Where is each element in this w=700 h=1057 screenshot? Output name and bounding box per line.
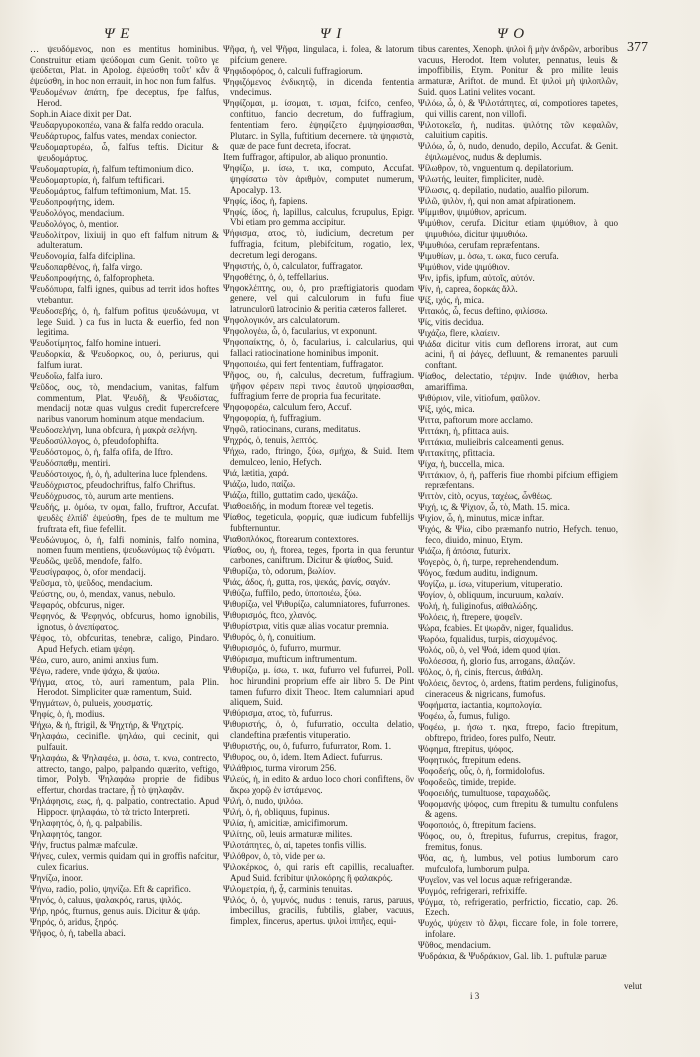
dictionary-entry: Ψιλομετρία, ἡ, ᾆ, carminis tenuitas.: [223, 883, 353, 894]
dictionary-entry: Ψιλοτοκεῖα, ἡ, nuditas. ψιλότης τῶν κεφαλῶν, caluitium capitis.: [418, 119, 618, 141]
dictionary-entry: Ψευδοτίμητος, falfo homine intueri.: [30, 338, 161, 349]
dictionary-entry: Ψιχός, & Ψίω, cibo præmanfo nutrio, Hefych. tenuo, feco, diuido, minuo, Etym.: [418, 524, 618, 546]
dictionary-entry: Ψευδοπροφήτης, idem.: [30, 196, 115, 207]
dictionary-entry: Ψοφέω, ὦ, fumus, fuligo.: [418, 710, 511, 721]
dictionary-entry: Ψευδοσεβής, ὁ, ἡ, falfum pofitus ψευδώνυμα, vt lege Suid. ) ca fus in lucta & euerfio, fed non legitima.: [30, 305, 219, 338]
dictionary-entry: Ψηνός, ὁ, caluus, ψαλακρός, rarus, ψιλός.: [30, 894, 183, 905]
dictionary-entry: Ψίαθος, delectatio, τέρψιν. Inde ψιάθιον, herba amariffima.: [418, 371, 618, 392]
dictionary-entry: Item fuffragor, aftipulor, ab aliquo pronuntio.: [223, 152, 388, 163]
dictionary-entry: Ψευδονομία, falfa difciplina.: [30, 251, 136, 262]
dictionary-entry: Ψευδαργυροκοπέω, vana & falfa reddo oracula.: [30, 119, 204, 130]
dictionary-entry: Ψηφίζω, μ. ίσω, τ. ικα, computo, Accufat. ψηφίσατω τὸν ἀριθμὸν, computet numerum, Apocalyp. 13.: [223, 163, 414, 195]
dictionary-entry: Ψευδομαρτυρία, ἡ, falfum teftimonium dico.: [30, 163, 194, 174]
dictionary-entry: Ψιλόω, ὦ, ὁ, & Ψιλοτάπητες, αἱ, compotiores tapetes, qui villis carent, non villofi.: [418, 97, 618, 119]
dictionary-entry: Ψηφοφορία, ἡ, fuffragium.: [223, 413, 322, 424]
dictionary-entry: Ψηφοποιέω, qui fert fententiam, fuffragator.: [223, 358, 384, 369]
dictionary-entry: tibus carentes, Xenoph. ψιλοὶ ἢ μὴν ἀνδρῶν, arboribus vacuus, Herodot. Item voluter, pennatus, leuis & impoffibilis, Etym. Ponitur & pro milite leuis armaturæ, Ariftot. de mund. Et ψιλοὶ μὴ ψιλοπλῶν, Suid. quos Latini velites vocant.: [418, 44, 618, 97]
dictionary-entry: Ψίξ, ιχός, mica.: [418, 403, 475, 414]
dictionary-entry: Ψῆφος, ου, ἡ, calculus, decretum, fuffragium. ψῆφον φέρειν περὶ τινος ἑαυτοῦ ψηφίσασθαι, fuffragium ferre de propria fua fecuritate.: [223, 369, 414, 402]
dictionary-entry: Ψιλή, ὁ, nudo, ψιλόω.: [223, 795, 303, 806]
dictionary-entry: Ψιλία, ἡ, amicitiæ, amicifimorum.: [223, 817, 348, 828]
dictionary-entry: Ψηφιδοφόρος, ὁ, calculi fuffragiorum.: [223, 65, 363, 76]
dictionary-entry: Ψιμύθιον, vide ψιμύθιον.: [418, 261, 510, 272]
column-left: [30, 44, 219, 1032]
dictionary-entry: Ψόφος, ου, ὁ, ftrepitus, fufurrus, crepitus, fragor, fremitus, fonus.: [418, 831, 618, 852]
dictionary-entry: Ψιλόω, ὦ, ὁ, nudo, denudo, depilo, Accufat. & Genit. ἐψιλωμένος, nudus & deplumis.: [418, 141, 618, 162]
dictionary-entry: Soph.in Aiace dixit per Dat.: [30, 108, 132, 119]
dictionary-entry: Ψόα, ας, ἡ, lumbus, vel potius lumborum caro mufculofa, lumborum pulpa.: [418, 852, 618, 874]
dictionary-entry: Ψιλάθριος, turma virorum 256.: [223, 763, 337, 774]
dictionary-entry: Ψηφιστής, ὁ, ὁ, calculator, fuffragator.: [223, 260, 363, 271]
dictionary-entry: Ψηφοφορέω, calculum fero, Accuf.: [223, 402, 352, 413]
dictionary-entry: Ψῆφος, ὁ, ἡ, tabella abaci.: [30, 927, 126, 938]
dictionary-entry: Ψηχρός, ὁ, tenuis, λεπτός.: [223, 435, 318, 446]
running-head-center: Ψ I: [320, 26, 343, 42]
dictionary-entry: Ψιμυθίων, μ. ὀσω, τ. ωκα, fuco cerufa.: [418, 250, 559, 261]
running-head-right: Ψ O: [497, 26, 526, 42]
dictionary-entry: Ψηρός, ὁ, aridus, ξηρός.: [30, 916, 119, 927]
dictionary-entry: Ψοφέω, μ. ήσω τ. ηκα, ftrepo, facio ftrepitum, obftrepo, ftrideo, fores pulfo, Neutr.: [418, 721, 618, 743]
dictionary-entry: Ψευδοσύλλογος, ὁ, pfeudofophifta.: [30, 436, 159, 447]
dictionary-entry: Ψοφήματα, iactantia, κομπολογία.: [418, 699, 543, 710]
dictionary-entry: Ψύγμα, τὸ, refrigeratio, perfrictio, ficcatio, cap. 26. Ezech.: [418, 896, 618, 918]
dictionary-entry: Ψιθυρίζω, vel Ψιθυρίζω, calumniatores, fufurrones.: [223, 599, 411, 610]
dictionary-entry: Ψιλόθρον, ὁ, τὸ, vide per ω.: [223, 850, 326, 861]
dictionary-entry: Ψηφοθέτης, ὁ, ὁ, teffellarius.: [223, 271, 329, 282]
dictionary-entry: Ψήρ, ηρός, fturnus, genus auis. Dicitur & ψάρ.: [30, 905, 201, 916]
dictionary-entry: Ψευδοΐω, falfa iuro.: [30, 371, 103, 382]
dictionary-entry: Ψιθυρίζω, μ. ίσω, τ. ικα, fufurro vel fufurrei, Poll. hoc hirundini proprium effe air libro 5. De Pint tamen fufurro dixit Theoc. Item calumniari apud aliquem, Suid.: [223, 665, 414, 708]
dictionary-entry: Ψευδῶς, ψεῦδ, mendofe, falfo.: [30, 556, 143, 567]
dictionary-entry: Ψοφοποιός, ὁ, ftrepitum faciens.: [418, 820, 536, 831]
dictionary-entry: Ψιθύζω, fuffilo, pedo, ὑποποιέω, ξύω.: [223, 588, 362, 599]
dictionary-entry: Ψιμυθιόω, cerufam repræfentans.: [418, 239, 540, 250]
dictionary-entry: Ψευδώνυμος, ὁ, ἡ, falfi nominis, falfo nomina, nomen fuum mentiens, ψευδωνύμως τῷ ἐνόματι.: [30, 534, 219, 556]
dictionary-entry: Ψήνες, culex, vermis quidam qui in groffis nafcitur, culex ficarius.: [30, 850, 219, 872]
dictionary-entry: Ψίχα, ἡ, buccella, mica.: [418, 458, 505, 469]
dictionary-entry: Ψήφισμα, ατος, τὸ, iudicium, decretum per fuffragia, fcitum, plebifcitum, rogatio, lex, decretum legi derogans.: [223, 228, 414, 260]
catchword: velut: [624, 981, 642, 991]
dictionary-entry: Ψιλῶ, ψιλὸν, ἡ, qui non amat afpirationem.: [418, 195, 576, 206]
dictionary-entry: Ψευδομένων ἀπάτη, fpe deceptus, fpe falfus, Herod.: [30, 87, 219, 108]
dictionary-entry: Ψευδολόγος, ὁ, mentior.: [30, 218, 119, 229]
dictionary-entry: Ψευδοπαρθένος, ἡ, falfa virgo.: [30, 262, 143, 273]
dictionary-entry: Ψοφοδεής, οὖς, ὁ, ἡ, formidolofus.: [418, 765, 545, 776]
dictionary-entry: Ψοφητικός, ftrepitum edens.: [418, 754, 521, 765]
dictionary-entry: Ψηφίς, ὁ, ἡ, modius.: [30, 709, 105, 720]
dictionary-entry: Ψιττάκη, ἡ, pfittaca auis.: [418, 425, 509, 436]
dictionary-entry: Ψευδόχριστος, pfeudochriftus, falfo Chriftus.: [30, 480, 196, 491]
dictionary-entry: Ψιθύρισμα, ατος, τὸ, fufurrus.: [223, 708, 333, 719]
dictionary-entry: Ψιάδα dicitur vitis cum deflorens irrorat, aut cum acini, ἢ αἱ ῥάγες, defluunt, & remanentes paruuli conftant.: [418, 338, 618, 371]
dictionary-entry: Ψιττάκιον, ὁ, ἡ, pafferis fiue rhombi pifcium effigiem repræfentans.: [418, 469, 618, 491]
dictionary-entry: Ψυγεῖον, vas vel locus aquæ refrigerandæ.: [418, 874, 572, 885]
dictionary-entry: Ψήχω, rado, ftringo, ξύω, σμήχω, & Suid. Item demulceo, lenio, Hefych.: [223, 446, 414, 467]
dictionary-entry: Ψῆφα, ἡ, vel Ψῆφα, lingulaca, i. folea, & latorum pifcium genere.: [223, 44, 414, 65]
dictionary-entry: Ψευδολίτρον, lixiuij in quo eft falfum nitrum & adulteratum.: [30, 229, 219, 251]
dictionary-entry: Ψοφοδεῶς, timide, trepide.: [418, 776, 517, 787]
dictionary-entry: Ψιθύριον, vile, vitiofum, φαῦλον.: [418, 392, 541, 403]
dictionary-entry: Ψολόεσσα, ἡ, glorio fus, arrogans, ἀλαζών.: [418, 656, 576, 667]
dictionary-entry: Ψολόεις, ἡ, ftrepere, ψοφεῖν.: [418, 612, 523, 623]
dictionary-entry: Ψολός, οῦ, ὁ, vel Ψοά, idem quod ψίαι.: [418, 645, 561, 656]
dictionary-entry: Ψιττακίτης, pfittacia.: [418, 447, 495, 458]
dictionary-entry: Ψιτακός, ὦ, fecus deftino, φιλίσσω.: [418, 305, 548, 316]
dictionary-entry: Ψευδάρτυρος, falfus vates, mendax coniector.: [30, 130, 197, 141]
dictionary-entry: Ψιχή, ις, & Ψίχιον, ὦ, τὸ, Math. 15. mica.: [418, 502, 570, 513]
dictionary-entry: Ψιθυρίζω, τὸ, odorum, βωλίον.: [223, 566, 336, 577]
dictionary-entry: Ψευδόπυρα, falfi ignes, quibus ad territ idos hoftes vtebantur.: [30, 284, 219, 305]
page-number: 377: [627, 40, 648, 55]
dictionary-entry: Ψιθυρισμός, ὁ, fufurro, murmur.: [223, 643, 341, 654]
dictionary-entry: Ψυδράκια, & Ψυδράκιον, Gal. lib. 1. puftulæ paruæ: [418, 951, 607, 962]
dictionary-entry: Ψιάζω, ludo, παίζω.: [223, 478, 296, 489]
dictionary-entry: Ψιθύρισμα, mufticum inftrumentum.: [223, 654, 357, 665]
dictionary-entry: Ψηγμάτων, ὁ, pulueis, χουσματίς.: [30, 698, 153, 709]
dictionary-entry: Ψιθυρίστρια, vitis quæ alias vocatur premnia.: [223, 621, 389, 632]
dictionary-entry: Ψευδομαρτυρία, ἡ, falfum teftificari.: [30, 174, 165, 185]
dictionary-entry: Ψευδομαρτυρέω, ὦ, falfus teftis. Dicitur & ψευδομάρτυς.: [30, 141, 219, 163]
dictionary-entry: Ψυχός, ψύχειν τὸ ἄλφι, ficcare fole, in fole torrere, infolare.: [418, 918, 618, 940]
paper-stain: [620, 380, 680, 640]
dictionary-entry: Ψιλίτης, οῦ, leuis armaturæ milites.: [223, 828, 353, 839]
dictionary-entry: Ψοφοειδής, tumultuose, ταραχωδῶς.: [418, 787, 551, 798]
dictionary-entry: Ψιττάκια, mulieibris calceamenti genus.: [418, 436, 564, 447]
dictionary-entry: Ψηφοπαίκτης, ὁ, ὁ, facularius, i. calcularius, qui fallaci ratiocinatione hominibus imponit.: [223, 337, 414, 358]
dictionary-entry: Ψιλός, ὁ, ὁ, γυμνός, nudus : tenuis, rarus, paruus, imbecillus, gracilis, fubtilis, glaber, vacuus, fimplex, fincerus, apertus. ψιλοὶ ἱππῆες, equi-: [223, 894, 414, 926]
dictionary-entry: Ψευδόχρυσος, τὸ, aurum arte mentiens.: [30, 491, 174, 502]
dictionary-entry: Ψιλοτάπητες, ὁ, αἱ, tapetes tonfis villis.: [223, 839, 367, 850]
dictionary-entry: Ψευδόστοιχος, ἡ, ὁ, ἡ, adulterina luce fplendens.: [30, 469, 208, 480]
dictionary-entry: Ψίμμιθον, ψιμύθιον, apricum.: [418, 206, 527, 217]
signature-mark: i 3: [470, 991, 480, 1001]
dictionary-entry: Ψόφημα, ftrepitus, ψόφος.: [418, 743, 514, 754]
dictionary-entry: Ψωρόω, fqualidus, turpis, αἰσχυμένος.: [418, 634, 558, 645]
dictionary-entry: Ψηφίς, ίδος, ἡ, lapillus, calculus, fcrupulus, Epigr. Vbi etiam pro gemma accipitur.: [223, 206, 414, 228]
dictionary-entry: Ψέγω, radere, vnde ψάχω, & ψαύω.: [30, 665, 160, 676]
dictionary-entry: Ψιν, ipfis, ipfum, αὐτοῖς, αὐτόν.: [418, 272, 535, 283]
dictionary-entry: Ψιλωτής, leuiter, fimpliciter, nudè.: [418, 173, 545, 184]
dictionary-entry: Ψήχω, & ἡ, ftrigil, & Ψηχτήρ, & Ψηχτρίς.: [30, 720, 184, 731]
dictionary-entry: Ψίς, vitis decidua.: [418, 316, 484, 327]
dictionary-entry: Ψίαθος, tegeticula, φορμίς, quæ iudicum fubfellijs fubfternuntur.: [223, 511, 414, 533]
dictionary-entry: Ψευδορκία, & Ψευδορκος, ου, ὁ, periurus, qui falfum iurat.: [30, 349, 219, 371]
dictionary-entry: Ψιμύθιον, cerufa. Dicitur etiam ψιμύθιον, à quo ψιμυθιόω, dicitur ψιμυθιόω.: [418, 217, 618, 239]
dictionary-entry: Ψηφίζομαι, μ. ίσομαι, τ. ισμαι, fcifco, cenfeo, conftituo, fancio decretum, do fuffragium, fententiam fero. ἐψηφίζετο ἐμψηφίσασθαι, Plutarc. in Sylla, fuftitium decernere. τὰ ψηφιστὰ, quæ de pace funt decreta, ifocrat.: [223, 98, 414, 152]
dictionary-entry: Ψολόεις, ὄεντος, ὁ, ardens, ftatim perdens, fuliginofus, cineraceus & nigricans, fumofus.: [418, 678, 618, 699]
dictionary-entry: Ψιττὸν, citò, ocyus, ταχέως, ὦνθέως.: [418, 491, 553, 502]
dictionary-entry: Ψοφομανής ψόφος, cum ftrepitu & tumultu confulens & agens.: [418, 798, 618, 820]
dictionary-entry: Ψευδομάρτυς, falfum teftimonium, Mat. 15.: [30, 185, 191, 196]
dictionary-entry: Ψόλος, ὁ, ἡ, cinis, ftercus, ἀιθάλη.: [418, 667, 543, 678]
dictionary-entry: Ψευδοσελήνη, luna obfcura, ἡ μακρὰ σελήνη.: [30, 425, 198, 436]
dictionary-entry: Ψεῦσμα, τὸ, ψεῦδος, mendacium.: [30, 578, 153, 589]
dictionary-entry: Ψιθυριστής, ου, ὁ, fufurro, fufurrator, Rom. 1.: [223, 741, 392, 752]
running-head-left: Ψ E: [104, 26, 131, 42]
dictionary-entry: Ψιχάζω, flere, κλαίειν.: [418, 327, 500, 338]
dictionary-entry: Ψηφίς, ίδος, ἡ, fapiens.: [223, 195, 308, 206]
dictionary-entry: Ψηφῶ, ratiocinans, curans, meditatus.: [223, 424, 361, 435]
dictionary-entry: Ψίλωθρον, τὸ, vnguentum q. depilatorium.: [418, 162, 574, 173]
dictionary-entry: Ψιθυρος, ου, ὁ, idem. Item Adiect. fufurrus.: [223, 752, 383, 763]
dictionary-entry: Ψήνω, radio, polio, ψηνίζω. Eft & caprifico.: [30, 883, 191, 894]
dictionary-entry: Ψεῦδος, ους, τὸ, mendacium, vanitas, falfum commentum, Plat. Ψευδῆ, & Ψευδίστας, mendacij notæ quas vulgus credit fupercrefcere naribus vanorum hominum atque mendacium.: [30, 382, 219, 425]
dictionary-entry: Ψολή, ἡ, fuliginofus, αἰθαλώδης.: [418, 601, 538, 612]
dictionary-entry: Ψιαθοειδής, in modum ftoreæ vel tegetis.: [223, 500, 374, 511]
column-middle: [223, 44, 414, 1024]
dictionary-entry: Ψηλαφάω, cecinifle. ψηλάω, qui cecinit, qui pulfauit.: [30, 731, 219, 753]
dictionary-entry: Ψηλαφάω, & Ψηλαφέω, μ. ὁσω, τ. κνω, contrecto, attrecto, tango, palpo, palpando quærito, veftigo, timor, Polyb. Ψηλαφάω proprie de fidibus effertur, chordas tractare, ᾗ τὸ ψηλαφᾶν.: [30, 753, 219, 796]
dictionary-entry: Ψίαθος, ου, ἡ, ftorea, teges, fporta in qua feruntur carbones, caniftrum. Dicitur & ψίαθος, Suid.: [223, 544, 414, 566]
dictionary-entry: Ψιάζω, ἢ ἀπόσια, futurix.: [418, 546, 511, 557]
dictionary-entry: Ψηφοκλέπτης, ου, ὁ, pro præftigiatoris quodam genere, vel qui calculorum in fufu fiue latrunculorū latrocinio & peritia cæteros falleret.: [223, 282, 414, 315]
dictionary-entry: Ψηλαφητός, ὁ, ἡ, q. palpabilis.: [30, 817, 143, 828]
dictionary-entry: Ψιθυρισμός, ftco, χλανός.: [223, 610, 317, 621]
dictionary-entry: Ψηφιζόμενος ἐνδικητῷ, in dicenda fententia vndecimus.: [223, 76, 414, 98]
dictionary-entry: Ψίλωσις, q. depilatio, nudatio, aualfio pilorum.: [418, 184, 589, 195]
dictionary-entry: Ψίν, ἡ, caprea, δορκάς ἄλλ.: [418, 283, 518, 294]
dictionary-entry: Ψώρα, fcabies. Et ψωρᾶν, niger, fqualidus.: [418, 623, 574, 634]
dictionary-entry: Ψῦθος, mendacium.: [418, 940, 491, 951]
dictionary-entry: Ψιά, lætitia, χαρά.: [223, 467, 289, 478]
dictionary-entry: Ψηφολογικόν, ars calculatorum.: [223, 315, 340, 326]
dictionary-entry: Ψιττα, paftorum more acclamo.: [418, 414, 533, 425]
dictionary-entry: Ψηφολογέω, ὦ, ὁ, facularius, vt exponunt.: [223, 326, 378, 337]
dictionary-entry: Ψευδόστομος, ὁ, ἡ, falfa ofifa, de Iftro.: [30, 447, 173, 458]
dictionary-entry: … ψευδόμενος, non es mentitus hominibus. Construitur etiam ψεύδομαι cum Genit. τοῦτο γε ψεύδεται, Plat. in Apolog. ἐψεύσθη τοῦτ' κἂν ἃ ἐψεύσθη, in hoc non errauit, in hoc non fum falfus.: [30, 44, 219, 87]
dictionary-entry: Ψηλάφησις, εως, ἡ, q. palpatio, contrectatio. Apud Hippocr. ψηλαφάω, τὸ τὰ tricto Interpreti.: [30, 796, 219, 817]
dictionary-entry: Ψιθυρός, ὁ, ἡ, conuitium.: [223, 632, 316, 643]
dictionary-entry: Ψυγμός, refrigerari, refrixiffe.: [418, 885, 528, 896]
dictionary-entry: Ψευδολόγος, mendacium.: [30, 207, 125, 218]
dictionary-entry: Ψέω, curo, auro, animi anxius fum.: [30, 654, 159, 665]
dictionary-entry: Ψιλή, ὁ, ἡ, obliquus, fupinus.: [223, 806, 330, 817]
dictionary-entry: Ψογερὸς, ὁ, ἡ, turpe, reprehendendum.: [418, 557, 559, 568]
dictionary-entry: Ψιλεύς, ἡ, in edito & arduo loco chori confiftens, ὃν ἄκρω χορῷ ἐν ἱστάμενος.: [223, 774, 414, 795]
dictionary-entry: Ψιάζω, ftillo, guttatim cado, ψεκάζω.: [223, 489, 358, 500]
dictionary-entry: Ψιάς, άδος, ἡ, gutta, ros, ψεκάς, ῥανίς, σαγάν.: [223, 577, 391, 588]
dictionary-entry: Ψευδόσπαθμ, mentiri.: [30, 458, 111, 469]
dictionary-entry: Ψευδής, μ. ὁμόω, τν ομαι, fallo, fruftror, Accufat. ψευδὲς ἐλπίδ' ἐψεύσθη, fpes de te multum me fruftrata eft, fiue fefellit.: [30, 502, 219, 534]
dictionary-entry: Ψίξ, ιχός, ἡ, mica.: [418, 294, 484, 305]
dictionary-entry: Ψήν, fructus palmæ mafculæ.: [30, 839, 138, 850]
dictionary-entry: Ψιχίον, ὦ, ἡ, minutus, micæ inftar.: [418, 513, 544, 524]
dictionary-entry: Ψιθυριστής, ὁ, ὁ, fufurratio, occulta delatio, clandeftina præfentis vituperatio.: [223, 719, 414, 741]
dictionary-entry: Ψογίον, ὁ, obliquum, incuruum, καλαίν.: [418, 590, 564, 601]
dictionary-entry: Ψεύστης, ου, ὁ, mendax, vanus, nebulo.: [30, 589, 176, 600]
dictionary-entry: Ψήγμα, ατος, τὸ, auri ramentum, pala Plin. Herodot. Simpliciter quæ ramentum, Suid.: [30, 676, 219, 698]
dictionary-entry: Ψιλοκέρκος, ὁ, qui raris eft capillis, recaluafter. Apud Suid. fcribitur ψιλοκόρης ἢ φαλακρός.: [223, 861, 414, 883]
dictionary-entry: Ψευδοπροφήτης, ὁ, falfopropheta.: [30, 273, 155, 284]
dictionary-entry: Ψηλαφητός, tangor.: [30, 828, 102, 839]
dictionary-entry: Ψευσίγραφος, ὁ, ofor mendacij.: [30, 567, 146, 578]
dictionary-entry: Ψόγος, fœdum auditu, indignum.: [418, 568, 538, 579]
dictionary-entry: Ψεφαρός, obfcurus, niger.: [30, 600, 125, 611]
dictionary-entry: Ψηνίζω, inoor.: [30, 872, 83, 883]
dictionary-entry: Ψογίζω, μ. ίσω, vituperium, vituperatio.: [418, 579, 563, 590]
column-right: [418, 44, 618, 1034]
dictionary-entry: Ψιαθοπλόκος, ftorearum contextores.: [223, 533, 359, 544]
dictionary-entry: Ψεφηνός, & Ψεφηνός, obfcurus, homo ignobilis, ignotus, ὁ ἀνεπίφατος.: [30, 611, 219, 632]
dictionary-entry: Ψέφος, τὸ, obfcuritas, tenebræ, caligo, Pindaro. Apud Hefych. etiam ψέφη.: [30, 632, 219, 654]
